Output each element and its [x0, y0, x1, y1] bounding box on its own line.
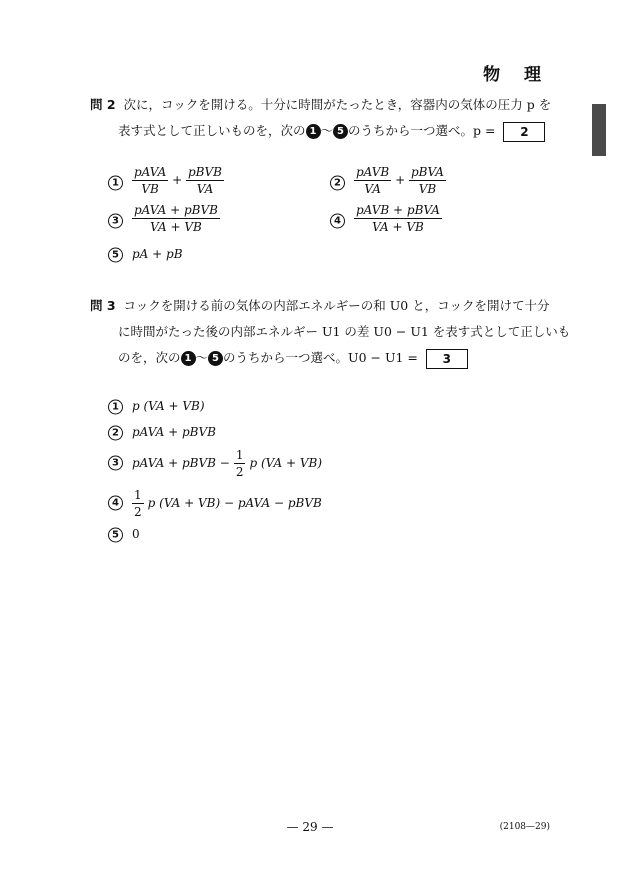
q2-opt2-term2-num: pBVA	[410, 165, 444, 179]
question-2-label: 問 2	[90, 97, 116, 112]
question-2-line2-a: 表す式として正しいものを，次の	[118, 123, 306, 138]
answer-box-3[interactable]: 3	[426, 349, 468, 369]
q3-opt4-frac-den: 2	[134, 504, 142, 519]
choice-range-tilde: 〜	[320, 123, 334, 138]
q2-option-4[interactable]	[330, 203, 530, 239]
q2-opt3-num: pAVA + pBVB	[134, 203, 218, 217]
page-number: — 29 —	[286, 820, 334, 834]
q2-opt2-op: +	[395, 173, 406, 187]
q3-option-1[interactable]	[108, 396, 508, 418]
exam-code: (2108—29)	[499, 822, 550, 832]
q3-option-5[interactable]	[108, 524, 508, 546]
question-3-line3-b: のうちから一つ選べ。U0 − U1 =	[223, 350, 418, 365]
q2-opt2-term1-den: VA	[364, 182, 381, 196]
choice-range-end-icon: 5	[208, 351, 223, 366]
option-number-4-icon: 4	[330, 214, 345, 229]
q2-opt1-term2-den: VA	[196, 182, 214, 196]
q3-opt3-frac-den: 2	[235, 464, 244, 479]
question-3-label: 問 3	[90, 298, 116, 313]
choice-range-start-icon: 1	[181, 351, 196, 366]
q2-option-1[interactable]	[108, 165, 308, 201]
q2-opt2-term2-den: VB	[418, 182, 437, 196]
option-number-2-icon: 2	[108, 426, 123, 441]
option-number-5-icon: 5	[108, 528, 123, 543]
option-number-2-icon: 2	[330, 176, 345, 191]
question-2-line2-b: のうちから一つ選べ。p =	[348, 123, 496, 138]
question-3-line2: に時間がたった後の内部エネルギー U1 の差 U0 − U1 を表す式として正しいも	[118, 324, 571, 339]
question-3-line3-a: のを，次の	[118, 350, 181, 365]
q3-opt1-expr: p (VA + VB)	[132, 399, 205, 413]
q2-opt3-den: VA + VB	[150, 220, 202, 234]
q3-option-3[interactable]	[108, 446, 508, 480]
q2-option-3[interactable]	[108, 203, 308, 239]
q2-opt1-term1-num: pAVA	[134, 165, 167, 179]
question-2-line1: 次に，コックを開ける。十分に時間がたったとき，容器内の気体の圧力 p を	[123, 97, 552, 112]
q2-opt5-expr: pA + pB	[132, 247, 183, 261]
q3-option-4[interactable]	[108, 486, 508, 520]
q3-opt3-pre: pAVA + pBVB −	[132, 456, 230, 470]
subject-title: 物 理	[483, 65, 550, 85]
q3-opt3-frac-num: 1	[235, 447, 244, 462]
question-3	[90, 293, 590, 371]
q3-opt3-post: p (VA + VB)	[249, 456, 322, 470]
q2-opt1-op: +	[172, 173, 183, 187]
q3-opt4-post: p (VA + VB) − pAVA − pBVB	[147, 496, 322, 510]
q3-opt5-expr: 0	[132, 527, 140, 541]
q3-opt2-expr: pAVA + pBVB	[132, 425, 216, 439]
option-number-1-icon: 1	[108, 176, 123, 191]
q2-opt1-term2-num: pBVB	[188, 165, 222, 179]
q2-option-2[interactable]	[330, 165, 530, 201]
page-edge-tab	[592, 104, 606, 156]
answer-box-2[interactable]: 2	[503, 122, 545, 142]
question-3-line1: コックを開ける前の気体の内部エネルギーの和 U0 と，コックを開けて十分	[123, 298, 550, 313]
option-number-5-icon: 5	[108, 248, 123, 263]
q2-option-5[interactable]	[108, 244, 308, 266]
q3-opt4-frac-num: 1	[134, 487, 142, 502]
q2-opt1-term1-den: VB	[141, 182, 159, 196]
q2-opt4-den: VA + VB	[372, 220, 424, 234]
q2-opt4-num: pAVB + pBVA	[356, 203, 440, 217]
choice-range-start-icon: 1	[306, 124, 321, 139]
choice-range-end-icon: 5	[333, 124, 348, 139]
option-number-3-icon: 3	[108, 214, 123, 229]
option-number-3-icon: 3	[108, 456, 123, 471]
choice-range-tilde: 〜	[195, 350, 209, 365]
option-number-4-icon: 4	[108, 496, 123, 511]
q3-option-2[interactable]	[108, 422, 508, 444]
q2-opt2-term1-num: pAVB	[356, 165, 390, 179]
question-2	[90, 92, 590, 144]
option-number-1-icon: 1	[108, 400, 123, 415]
